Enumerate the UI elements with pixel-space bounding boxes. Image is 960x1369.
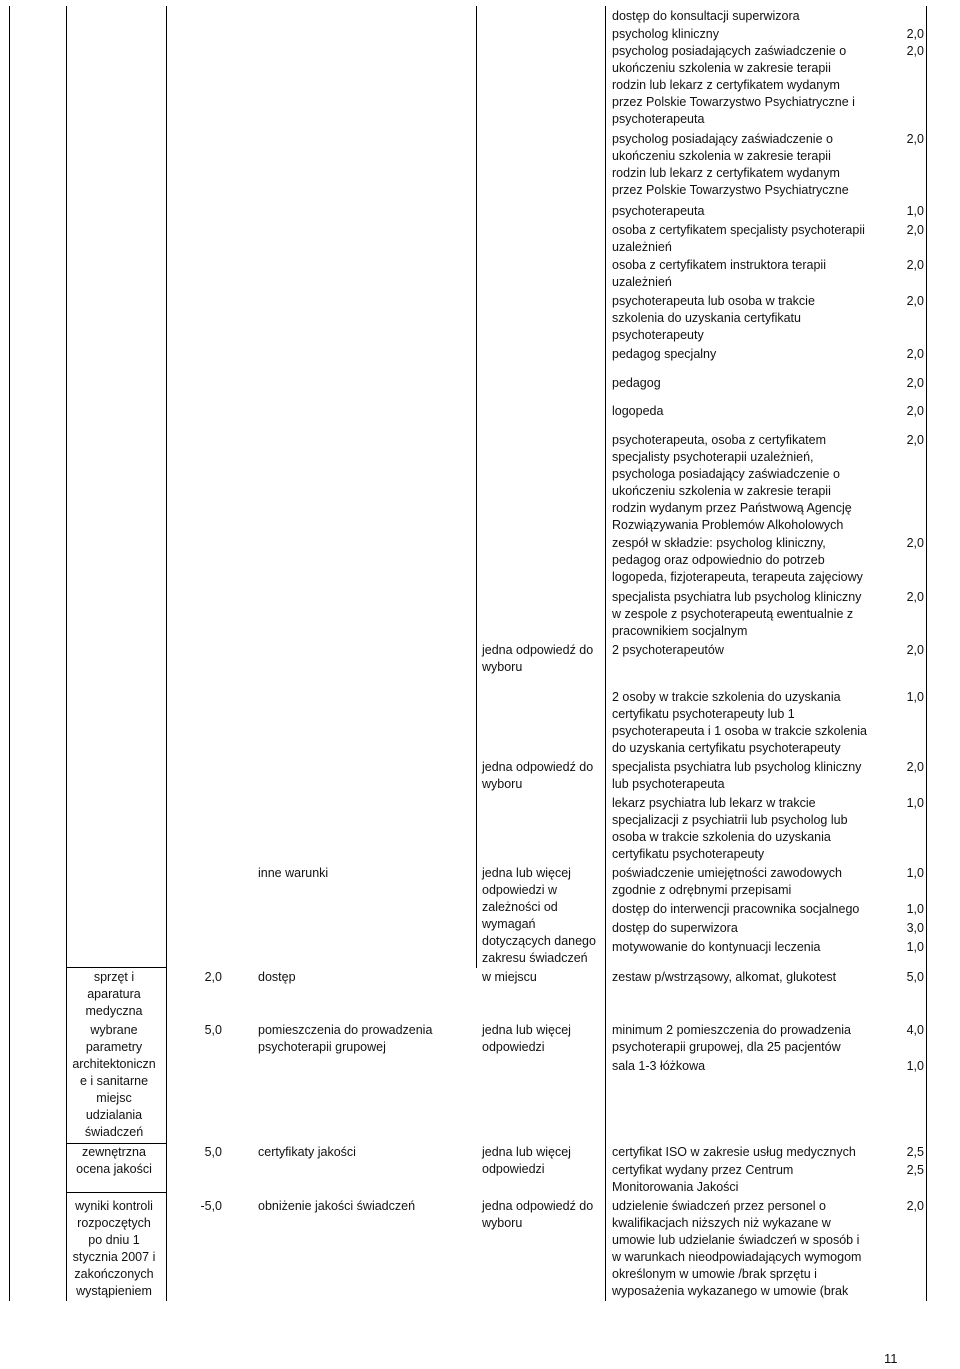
requirement-value: 2,0	[906, 590, 924, 604]
category-name: wybrane parametry architektoniczn e i sanitarne miejsc udzialania świadczeń	[72, 1023, 156, 1139]
row-divider-wyniki	[66, 1192, 166, 1193]
requirement-text: psychoterapeuta, osoba z certyfikatem specjalisty psychoterapii uzależnień, psychologa posiadający zaświadczenie o ukończeniu szkolenia w zakresie terapii rodzin wydanym przez Państwową Agencję Rozwiązywania Problemów Alkoholowych	[612, 433, 852, 532]
requirement-value: 2,0	[906, 223, 924, 237]
requirement-text: psycholog posiadający zaświadczenie o ukończeniu szkolenia w zakresie terapii rodzin lub lekarz z certyfikatem wydanym przez Polskie Towarzystwo Psychiatryczne	[612, 132, 849, 197]
requirement-value: 1,0	[906, 866, 924, 880]
requirement-text: osoba z certyfikatem instruktora terapii uzależnień	[612, 258, 826, 289]
requirement-text: dostęp do konsultacji superwizora	[612, 9, 800, 23]
answer-mode: jedna odpowiedź do wyboru	[482, 1199, 594, 1230]
requirement-text: psycholog posiadających zaświadczenie o ukończeniu szkolenia w zakresie terapii rodzin lub lekarz z certyfikatem wydanym przez Polskie Towarzystwo Psychiatryczne i psychoterapeuta	[612, 44, 855, 126]
category-points: 5,0	[204, 1023, 222, 1037]
requirement-text: lekarz psychiatra lub lekarz w trakcie specjalizacji z psychiatrii lub psycholog lub osoba w trakcie szkolenia do uzyskania certyfikatu psychoterapeuty	[612, 796, 848, 861]
parameter-name: inne warunki	[258, 866, 329, 880]
requirement-value: 2,0	[906, 1199, 924, 1213]
requirement-text: 2 osoby w trakcie szkolenia do uzyskania certyfikatu psychoterapeuty lub 1 psychoterapeuta i 1 osoba w trakcie szkolenia do uzyskania certyfikatu psychoterapeuty	[612, 690, 868, 755]
requirement-value: 2,0	[906, 294, 924, 308]
answer-mode: jedna lub więcej odpowiedzi w zależności od wymagań dotyczących danego zakresu świadczeń	[482, 866, 596, 965]
requirement-text: zestaw p/wstrząsowy, alkomat, glukotest	[612, 970, 837, 984]
requirement-value: 2,0	[906, 536, 924, 550]
parameter-name: certyfikaty jakości	[258, 1145, 356, 1159]
parameter-name: dostęp	[258, 970, 296, 984]
requirement-value: 2,0	[906, 760, 924, 774]
requirement-text: psycholog kliniczny	[612, 27, 719, 41]
requirement-value: 2,0	[906, 27, 924, 41]
requirement-value: 1,0	[906, 796, 924, 810]
requirement-text: psychoterapeuta	[612, 204, 705, 218]
requirement-value: 2,5	[906, 1145, 924, 1159]
category-name: wyniki kontroli rozpoczętych po dniu 1 stycznia 2007 i zakończonych wystąpieniem	[72, 1199, 156, 1298]
requirement-text: osoba z certyfikatem specjalisty psychoterapii uzależnień	[612, 223, 865, 254]
requirement-value: 2,0	[906, 433, 924, 447]
page-number: 11	[884, 1351, 898, 1366]
requirement-text: zespół w składzie: psycholog kliniczny, pedagog oraz odpowiednio do potrzeb logopeda, fizjoterapeuta, terapeuta zajęciowy	[612, 536, 863, 584]
answer-mode: w miejscu	[482, 970, 537, 984]
requirement-text: sala 1-3 łóżkowa	[612, 1059, 706, 1073]
requirement-value: 1,0	[906, 690, 924, 704]
requirement-text: certyfikat ISO w zakresie usług medycznych	[612, 1145, 856, 1159]
requirement-text: dostęp do superwizora	[612, 921, 738, 935]
category-name: zewnętrzna ocena jakości	[76, 1145, 152, 1176]
requirement-text: poświadczenie umiejętności zawodowych zgodnie z odrębnymi przepisami	[612, 866, 842, 897]
category-points: 5,0	[204, 1145, 222, 1159]
requirement-value: 2,0	[906, 44, 924, 58]
category-column-divider	[166, 6, 167, 1301]
requirement-value: 2,0	[906, 347, 924, 361]
category-name: sprzęt i aparatura medyczna	[85, 970, 143, 1018]
answer-mode: jedna odpowiedź do wyboru	[482, 760, 594, 791]
answer-mode: jedna lub więcej odpowiedzi	[482, 1023, 571, 1054]
requirement-text: specjalista psychiatra lub psycholog kliniczny lub psychoterapeuta	[612, 760, 862, 791]
requirement-text: motywowanie do kontynuacji leczenia	[612, 940, 821, 954]
requirement-text: logopeda	[612, 404, 664, 418]
requirement-value: 2,0	[906, 258, 924, 272]
category-points: -5,0	[200, 1199, 222, 1213]
requirement-value: 1,0	[906, 902, 924, 916]
requirement-value: 2,0	[906, 132, 924, 146]
requirement-text: pedagog specjalny	[612, 347, 717, 361]
table-border-left-outer	[9, 6, 10, 1301]
mode-column-divider	[476, 6, 477, 968]
answer-mode: jedna odpowiedź do wyboru	[482, 643, 594, 674]
requirement-text: dostęp do interwencji pracownika socjalnego	[612, 902, 860, 916]
requirement-value: 1,0	[906, 204, 924, 218]
category-points: 2,0	[204, 970, 222, 984]
answer-mode: jedna lub więcej odpowiedzi	[482, 1145, 571, 1176]
requirement-text: minimum 2 pomieszczenia do prowadzenia psychoterapii grupowej, dla 25 pacjentów	[612, 1023, 852, 1054]
requirement-value: 4,0	[906, 1023, 924, 1037]
requirement-text: specjalista psychiatra lub psycholog kliniczny w zespole z psychoterapeutą ewentualnie z pracownikiem socjalnym	[612, 590, 862, 638]
requirement-value: 1,0	[906, 1059, 924, 1073]
requirement-value: 2,0	[906, 404, 924, 418]
requirement-value: 2,0	[906, 643, 924, 657]
requirement-text: pedagog	[612, 376, 661, 390]
requirement-text: psychoterapeuta lub osoba w trakcie szkolenia do uzyskania certyfikatu psychoterapeuty	[612, 294, 815, 342]
parameter-name: pomieszczenia do prowadzenia psychoterapii grupowej	[258, 1023, 433, 1054]
requirement-value: 2,0	[906, 376, 924, 390]
table-border-right	[926, 6, 927, 1301]
requirement-value: 2,5	[906, 1163, 924, 1177]
requirement-column-divider	[605, 6, 606, 1301]
requirement-text: 2 psychoterapeutów	[612, 643, 724, 657]
parameter-name: obniżenie jakości świadczeń	[258, 1199, 416, 1213]
row-divider-sprzet	[66, 967, 166, 968]
requirement-text: certyfikat wydany przez Centrum Monitorowania Jakości	[612, 1163, 794, 1194]
requirement-value: 5,0	[906, 970, 924, 984]
requirement-value: 1,0	[906, 940, 924, 954]
requirement-text: udzielenie świadczeń przez personel o kwalifikacjach niższych niż wykazane w umowie lub udzielanie świadczeń w sposób i w warunkach nieodpowiadających wymogom określonym w umowie /brak sprzętu i wyposażenia wykazanego w umowie (brak	[612, 1199, 862, 1298]
requirement-value: 3,0	[906, 921, 924, 935]
